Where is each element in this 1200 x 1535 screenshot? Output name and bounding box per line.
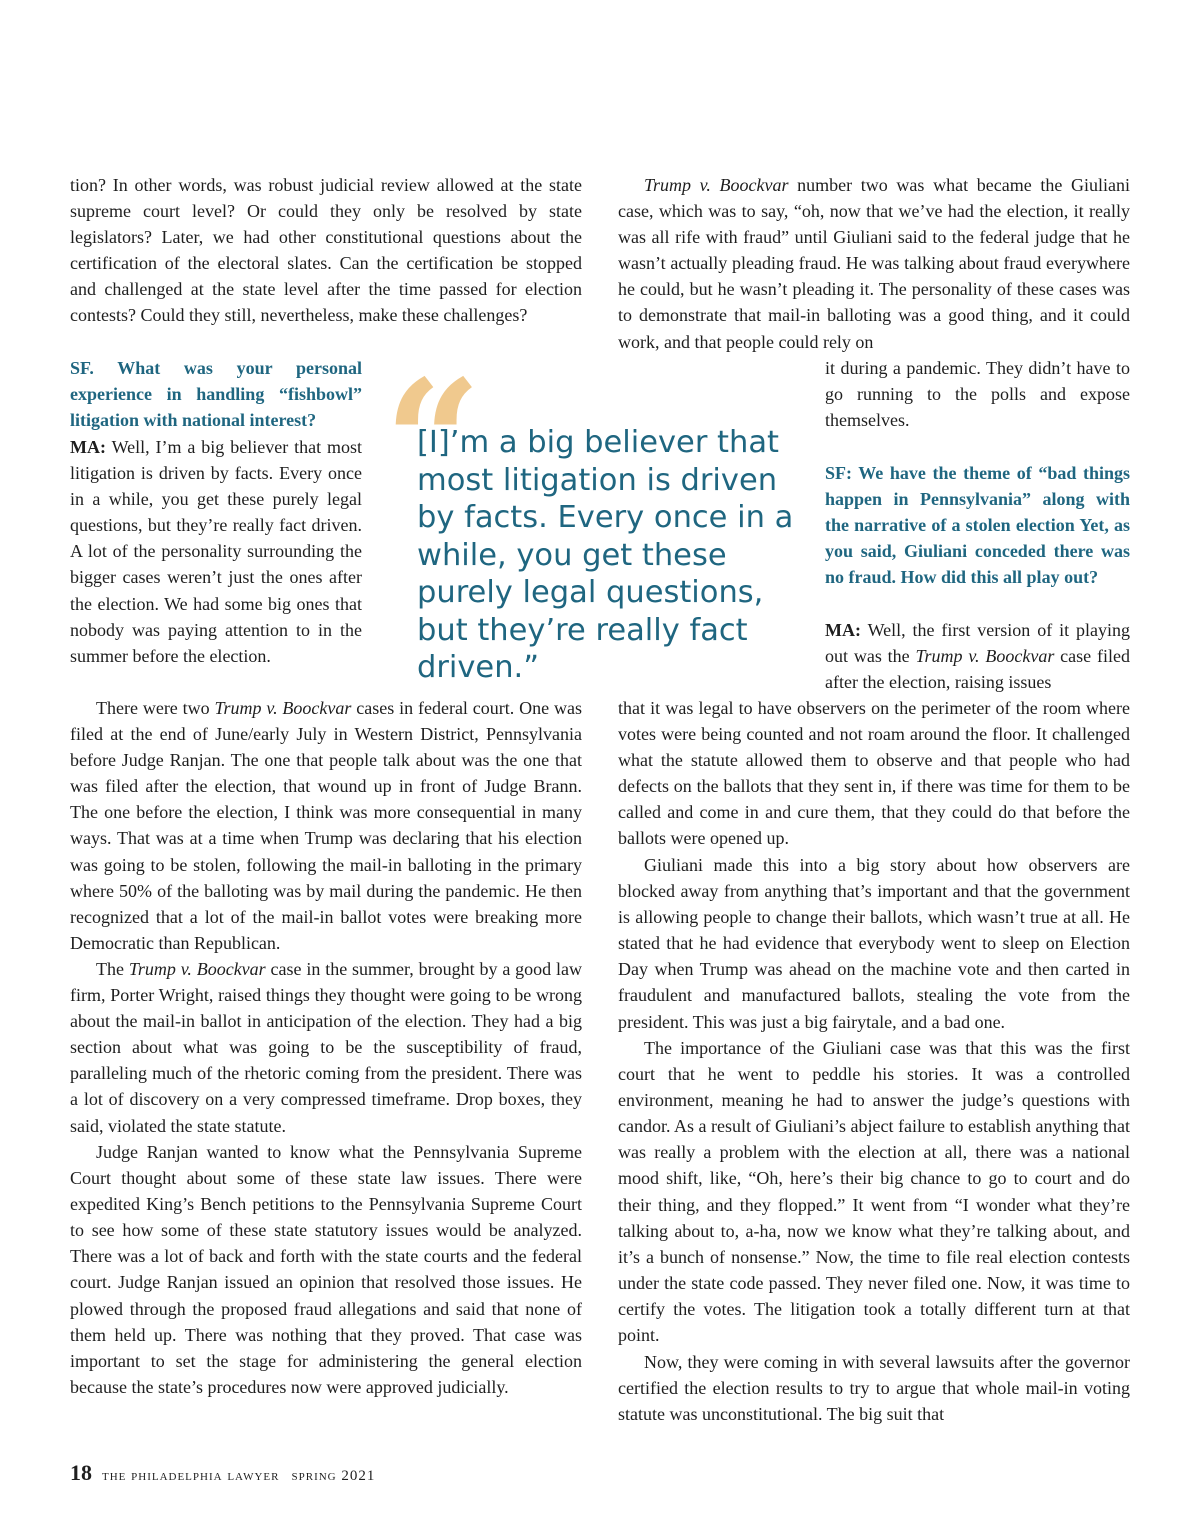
case-name: Trump v. Boockvar [915, 646, 1055, 667]
quote-mark-icon: “ [384, 343, 482, 543]
text-run: The [96, 959, 129, 979]
paragraph-pandemic-cont: it during a pandemic. They didn’t have to go running to the polls and expose themselves. [825, 358, 1130, 431]
page-number: 18 [70, 1460, 92, 1485]
text-run: There were two [96, 698, 215, 718]
case-name: Trump v. Boockvar [128, 959, 266, 979]
answer-first-version [825, 617, 1130, 695]
paragraph-importance: The importance of the Giuliani case was that this was the first court that he went to peddle his stories. It was a controlled environment, meaning he had to answer the judge’s questions with candor. As a result of Giuliani’s abject failure to establish anything that was really a problem with the election at all, there was a national mood shift, like, “Oh, here’s their big chance to go to court and do their thing, and they flopped.” It went from “I wonder what they’re talking about to, a-ha, now we know what they’re talking about, and it’s a bunch of nonsense.” Now, the time to file real election contests under the state code passed. They never filed one. Now, it was time to certify the votes. The litigation took a totally different turn at that point. [618, 1038, 1130, 1346]
paragraph-giuliani-case [618, 172, 1130, 355]
text-run: case filed after the election, raising issues [825, 646, 1130, 693]
case-name: Trump v. Boockvar [644, 175, 789, 195]
text-run: Well, the first version of it playing out was the [825, 620, 1130, 667]
answer-label: MA: [825, 620, 861, 640]
publication-name: the philadelphia lawyer [102, 1468, 280, 1484]
paragraph-lawsuits: Now, they were coming in with several lawsuits after the governor certified the election results to try to argue that whole mail-in voting statute was unconstitutional. The big suit that [618, 1352, 1130, 1425]
answer-fishbowl [70, 434, 362, 669]
question-fishbowl: SF. What was your personal experience in handling “fishbowl” litigation with national interest? [70, 358, 362, 431]
question-bad-things: SF: We have the theme of “bad things happen in Pennsylvania” along with the narrative of a stolen election Yet, as you said, Giuliani conceded there was no fraud. How did this all play out? [825, 463, 1130, 588]
answer-text: Well, I’m a big believer that most litigation is driven by facts. Every once in a while, you get these purely legal questions, but they’re really fact driven. A lot of the personality surrounding the bigger cases weren’t just the ones after the election. We had some big ones that nobody was paying attention to in the summer before the election. [70, 437, 362, 666]
paragraph-summer-case [70, 956, 582, 1139]
left-intro-paragraph: tion? In other words, was robust judicial review allowed at the state supreme court level? Or could they only be resolved by state legislators? Later, we had other constitutional questions about the certification of the electoral slates. Can the certification be stopped and challenged at the state level after the time passed for election contests? Could they still, nevertheless, make these challenges? [70, 175, 582, 326]
page-footer [70, 1460, 375, 1486]
text-run: case in the summer, brought by a good law firm, Porter Wright, raised things they thought were going to be wrong about the mail-in ballot in anticipation of the election. They had a big section about what was going to be the susceptibility of fraud, paralleling much of the rhetoric coming from the president. There was a lot of discovery on a very compressed timeframe. Drop boxes, they said, violated the state statute. [70, 959, 582, 1136]
pull-quote: [I]’m a big believer that most litigation is driven by facts. Every once in a while, you get these purely legal questions, but they’re really fact driven.” [417, 425, 794, 685]
answer-observers-cont: that it was legal to have observers on the perimeter of the room where votes were being counted and not roam around the floor. It challenged what the statute allowed them to observe and that people who had defects on the ballots that they sent in, if there was time for them to be called and come in and cure them, that they could do that before the ballots were opened up. [618, 698, 1130, 849]
text-run: cases in federal court. One was filed at the end of June/early July in Western District, Pennsylvania before Judge Ranjan. The one that people talk about was the one that was filed after the election, that wound up in front of Judge Brann. The one before the election, I think was more consequential in many ways. That was at a time when Trump was declaring that his election was going to be stolen, following the mail-in balloting in the primary where 50% of the balloting was by mail during the pandemic. He then recognized that a lot of the mail-in ballot votes were breaking more Democratic than Republican. [70, 698, 582, 953]
answer-label: MA: [70, 437, 106, 457]
paragraph-judge-ranjan: Judge Ranjan wanted to know what the Pennsylvania Supreme Court thought about some of these state law issues. There were expedited King’s Bench petitions to the Pennsylvania Supreme Court to see how some of these state statutory issues would be analyzed. There was a lot of back and forth with the state courts and the federal court. Judge Ranjan issued an opinion that resolved those issues. He plowed through the proposed fraud allegations and said that none of them held up. There was nothing that they proved. That case was important to set the stage for administering the general election because the state’s procedures now were approved judicially. [70, 1142, 582, 1397]
case-name: Trump v. Boockvar [214, 698, 352, 718]
text-run: number two was what became the Giuliani case, which was to say, “oh, now that we’ve had the election, it really was all rife with fraud” until Giuliani said to the federal judge that he wasn’t actually pleading fraud. He was talking about fraud everywhere he could, but he wasn’t pleading it. The personality of these cases was to demonstrate that mail-in balloting was a good thing, and it could work, and that people could rely on [618, 175, 1130, 352]
issue-date: spring 2021 [291, 1468, 376, 1484]
paragraph-giuliani-story: Giuliani made this into a big story about how observers are blocked away from anything that’s important and that the government is allowing people to change their ballots, which wasn’t true at all. He stated that he had evidence that everybody went to sleep on Election Day when Trump was ahead on the machine vote and then carted in fraudulent and manufactured ballots, stealing the vote from the president. This was just a big fairytale, and a bad one. [618, 855, 1130, 1032]
paragraph-two-cases [70, 695, 582, 956]
